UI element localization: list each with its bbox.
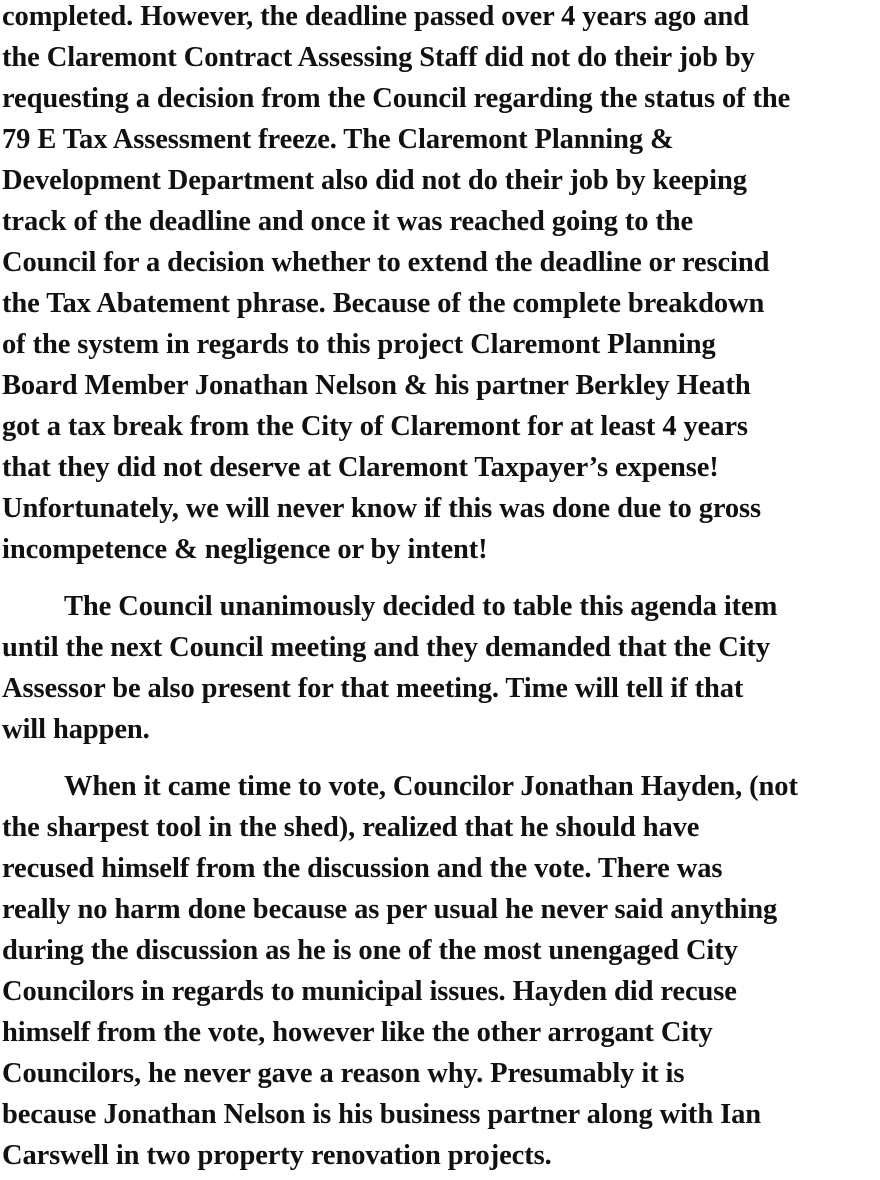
text-line: that they did not deserve at Claremont Taxpayer’s expense!	[2, 452, 719, 483]
text-line: Carswell in two property renovation projects.	[2, 1140, 552, 1171]
text-line: Assessor be also present for that meeting. Time will tell if that	[2, 673, 744, 704]
text-line: Board Member Jonathan Nelson & his partner Berkley Heath	[2, 370, 751, 401]
text-line: track of the deadline and once it was reached going to the	[2, 206, 694, 237]
text-line: Councilors in regards to municipal issues. Hayden did recuse	[2, 976, 737, 1007]
text-line: will happen.	[2, 714, 150, 745]
text-line: recused himself from the discussion and the vote. There was	[2, 853, 723, 884]
text-line: the Claremont Contract Assessing Staff did not do their job by	[2, 42, 755, 73]
text-line: really no harm done because as per usual he never said anything	[2, 894, 778, 925]
text-line: Development Department also did not do their job by keeping	[2, 165, 747, 196]
text-line: the Tax Abatement phrase. Because of the complete breakdown	[2, 288, 765, 319]
text-line: of the system in regards to this project Claremont Planning	[2, 329, 716, 360]
text-line: requesting a decision from the Council regarding the status of the	[2, 83, 791, 114]
text-line: Council for a decision whether to extend the deadline or rescind	[2, 247, 770, 278]
text-line: himself from the vote, however like the other arrogant City	[2, 1017, 713, 1048]
text-line: Councilors, he never gave a reason why. Presumably it is	[2, 1058, 685, 1089]
text-line: 79 E Tax Assessment freeze. The Claremont Planning &	[2, 124, 674, 155]
text-line: because Jonathan Nelson is his business partner along with Ian	[2, 1099, 761, 1130]
text-line: until the next Council meeting and they demanded that the City	[2, 632, 771, 663]
text-line: the sharpest tool in the shed), realized that he should have	[2, 812, 700, 843]
text-line: completed. However, the deadline passed over 4 years ago and	[2, 1, 749, 32]
text-line: got a tax break from the City of Claremont for at least 4 years	[2, 411, 748, 442]
text-line: The Council unanimously decided to table this agenda item	[64, 591, 778, 622]
text-line: incompetence & negligence or by intent!	[2, 534, 488, 565]
text-line: When it came time to vote, Councilor Jonathan Hayden, (not	[64, 771, 798, 802]
text-line: Unfortunately, we will never know if this was done due to gross	[2, 493, 762, 524]
text-line: during the discussion as he is one of the most unengaged City	[2, 935, 738, 966]
